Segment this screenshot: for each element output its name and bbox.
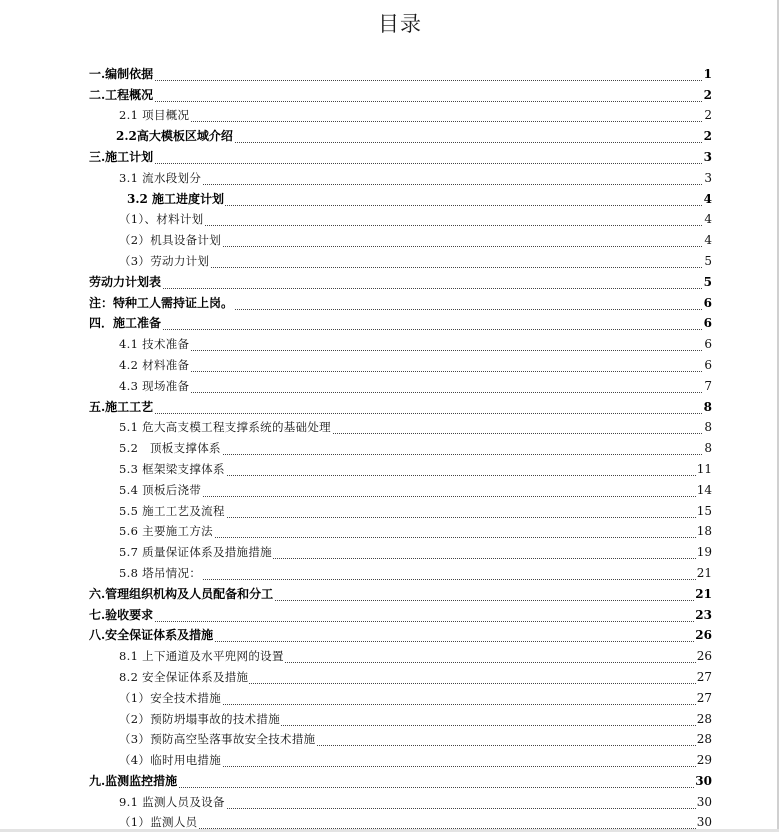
toc-entry-label: 4.2 材料准备 [119,357,190,372]
toc-entry[interactable] [119,164,712,185]
toc-entry[interactable] [119,206,712,227]
toc-entry[interactable] [119,518,712,539]
toc-entry-label: 5.1 危大高支模工程支撑系统的基础处理 [119,420,331,435]
toc-entry[interactable] [127,185,712,206]
toc-entry-page-number: 26 [696,649,712,664]
toc-entry-label: 5.4 顶板后浇带 [119,482,202,497]
toc-entry[interactable] [119,538,712,559]
toc-entry[interactable] [89,580,712,601]
toc-entry-label: （2）预防坍塌事故的技术措施 [119,711,281,726]
toc-entry-page-number: 2 [703,129,712,144]
toc-entry-page-number: 6 [704,357,712,372]
toc-entry-label: 3.2 施工进度计划 [127,191,225,206]
toc-entry-label: 8.2 安全保证体系及措施 [119,669,249,684]
toc-entry[interactable] [89,310,712,331]
toc-entry-page-number: 27 [696,690,712,705]
toc-entry-label: （1）安全技术措施 [119,690,222,705]
toc-entry-label: 四．施工准备 [89,316,162,331]
toc-entry-label: （4）临时用电措施 [119,753,222,768]
toc-entry-page-number: 11 [696,461,712,476]
toc-entry-label: 5.3 框架梁支撑体系 [119,461,225,476]
toc-entry-label: 9.1 监测人员及设备 [119,794,225,809]
toc-entry-label: 一.编制依据 [89,66,154,81]
toc-entry-label: 2.2高大模板区域介绍 [116,129,233,144]
toc-entry-label: 七.验收要求 [89,607,154,622]
toc-entry-page-number: 8 [704,441,712,456]
toc-entry-label: 二.工程概况 [89,87,154,102]
toc-entry[interactable] [119,497,712,518]
toc-entry-page-number: 6 [704,337,712,352]
toc-entry[interactable] [119,642,712,663]
toc-entry-page-number: 26 [695,628,712,643]
toc-entry[interactable] [89,622,712,643]
toc-entry[interactable] [119,726,712,747]
toc-entry-page-number: 1 [703,66,712,81]
toc-entry-page-number: 6 [703,316,712,331]
toc-entry-page-number: 4 [704,233,712,248]
toc-entry[interactable] [119,226,712,247]
toc-entry[interactable] [119,663,712,684]
toc-entry[interactable] [119,351,712,372]
toc-entry[interactable] [119,372,712,393]
toc-entry[interactable] [119,746,712,767]
toc-entry[interactable] [89,60,712,81]
toc-entry-page-number: 21 [696,565,712,580]
toc-entry-label: 5.2 顶板支撑体系 [119,441,221,456]
toc-entry[interactable] [119,330,712,351]
toc-entry-label: 3.1 流水段划分 [119,170,202,185]
toc-entry[interactable] [89,393,712,414]
toc-entry[interactable] [119,559,712,580]
toc-entry-page-number: 30 [695,773,712,788]
toc-entry-label: 5.6 主要施工方法 [119,524,213,539]
toc-entry[interactable] [89,289,712,310]
toc-entry-page-number: 4 [704,212,712,227]
toc-entry-page-number: 30 [696,815,712,830]
toc-entry-label: （3）劳动力计划 [119,253,210,268]
toc-entry-label: 5.7 质量保证体系及措施措施 [119,545,272,560]
toc-entry-page-number: 14 [696,482,712,497]
toc-entry-page-number: 7 [704,378,712,393]
toc-entry-label: 劳动力计划表 [89,274,162,289]
toc-entry[interactable] [89,767,712,788]
toc-entry-label: 5.8 塔吊情况： [119,565,202,580]
toc-entry-page-number: 5 [703,274,712,289]
toc-entry[interactable] [119,434,712,455]
toc-entry[interactable] [119,684,712,705]
toc-entry-label: （1）、材料计划 [119,212,204,227]
toc-entry-page-number: 3 [703,149,712,164]
toc-entry-page-number: 21 [695,586,712,601]
toc-entry-label: 5.5 施工工艺及流程 [119,503,225,518]
toc-entry-label: 九.监测监控措施 [89,773,178,788]
toc-entry-label: （2）机具设备计划 [119,233,222,248]
toc-entry-label: 4.1 技术准备 [119,337,190,352]
toc-entry-label: 4.3 现场准备 [119,378,190,393]
toc-entry[interactable] [89,601,712,622]
toc-entry[interactable] [119,247,712,268]
toc-entry-label: 注：特种工人需持证上岗。 [89,295,234,310]
toc-entry[interactable] [119,788,712,809]
toc-entry[interactable] [89,268,712,289]
toc-list [89,60,712,829]
toc-entry-page-number: 27 [696,669,712,684]
toc-entry-page-number: 15 [696,503,712,518]
toc-entry-page-number: 28 [696,732,712,747]
toc-entry[interactable] [116,122,712,143]
toc-entry-page-number: 6 [703,295,712,310]
toc-entry-page-number: 30 [696,794,712,809]
toc-entry[interactable] [119,455,712,476]
toc-entry-page-number: 29 [696,753,712,768]
toc-entry-page-number: 8 [704,420,712,435]
toc-entry-label: 五.施工工艺 [89,399,154,414]
toc-entry-page-number: 8 [703,399,712,414]
toc-entry-page-number: 28 [696,711,712,726]
toc-entry[interactable] [89,81,712,102]
toc-entry-label: 六.管理组织机构及人员配备和分工 [89,586,274,601]
toc-entry-page-number: 5 [704,253,712,268]
toc-entry-page-number: 23 [695,607,712,622]
toc-entry[interactable] [119,705,712,726]
toc-entry-label: 三.施工计划 [89,149,154,164]
toc-entry[interactable] [119,809,712,830]
toc-title: 目录 [378,12,422,36]
toc-entry-label: 8.1 上下通道及水平兜网的设置 [119,649,284,664]
toc-entry[interactable] [89,143,712,164]
toc-entry-page-number: 3 [704,170,712,185]
toc-entry[interactable] [119,476,712,497]
toc-entry-page-number: 18 [696,524,712,539]
toc-entry-page-number: 2 [704,108,712,123]
toc-entry-label: （1）监测人员 [119,815,198,830]
toc-entry-page-number: 19 [696,545,712,560]
toc-entry[interactable] [119,102,712,123]
toc-entry-label: （3）预防高空坠落事故安全技术措施 [119,732,316,747]
toc-entry-label: 八.安全保证体系及措施 [89,628,214,643]
toc-entry-page-number: 2 [703,87,712,102]
toc-entry[interactable] [119,414,712,435]
toc-entry-page-number: 4 [703,191,712,206]
toc-entry-label: 2.1 项目概况 [119,108,190,123]
